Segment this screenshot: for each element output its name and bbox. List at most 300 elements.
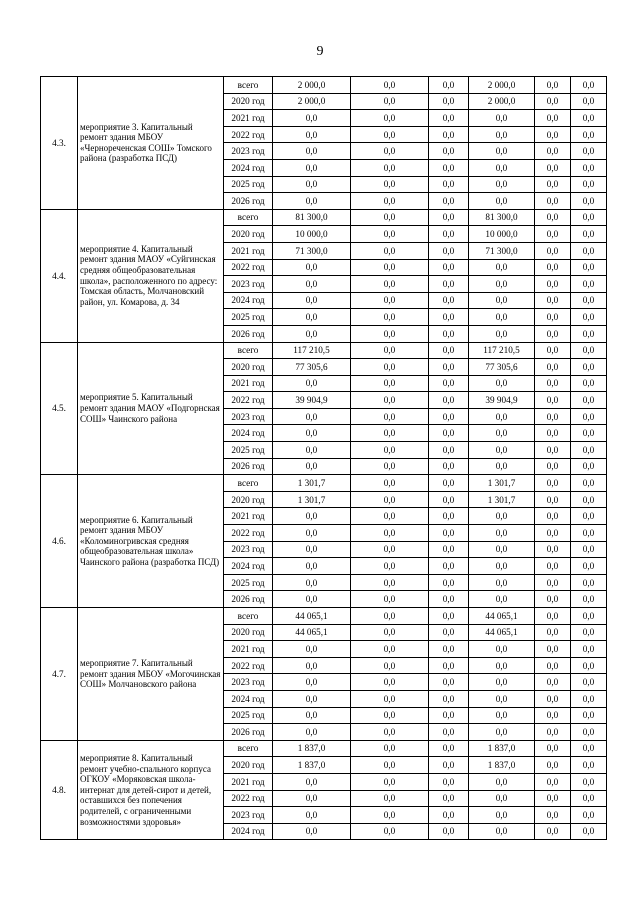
value-cell: 0,0 [429,93,469,110]
value-cell: 0,0 [535,674,571,691]
value-cell: 0,0 [469,724,535,741]
value-cell: 0,0 [571,591,607,608]
value-cell: 0,0 [535,408,571,425]
period-cell: 2024 год [224,159,273,176]
value-cell: 0,0 [351,425,429,442]
value-cell: 0,0 [273,193,351,210]
period-cell: всего [224,342,273,359]
value-cell: 0,0 [535,193,571,210]
value-cell: 0,0 [273,159,351,176]
item-description: мероприятие 5. Капитальный ремонт здания МАОУ «Подгорнская СОШ» Чаинского района [78,342,224,475]
value-cell: 0,0 [429,325,469,342]
value-cell: 0,0 [273,657,351,674]
value-cell: 0,0 [429,408,469,425]
value-cell: 0,0 [535,740,571,757]
value-cell: 0,0 [535,159,571,176]
value-cell: 0,0 [571,657,607,674]
value-cell: 0,0 [469,690,535,707]
value-cell: 0,0 [429,77,469,94]
value-cell: 0,0 [273,276,351,293]
value-cell: 0,0 [351,491,429,508]
value-cell: 0,0 [351,591,429,608]
budget-table [40,76,607,840]
value-cell: 1 301,7 [469,491,535,508]
value-cell: 0,0 [351,159,429,176]
table-row [41,342,607,359]
value-cell: 0,0 [535,757,571,774]
value-cell: 0,0 [273,259,351,276]
value-cell: 0,0 [351,690,429,707]
value-cell: 0,0 [535,392,571,409]
value-cell: 0,0 [535,309,571,326]
value-cell: 0,0 [469,259,535,276]
value-cell: 0,0 [469,674,535,691]
value-cell: 0,0 [273,442,351,459]
value-cell: 0,0 [469,707,535,724]
value-cell: 39 904,9 [469,392,535,409]
value-cell: 0,0 [535,558,571,575]
value-cell: 0,0 [535,126,571,143]
value-cell: 0,0 [469,159,535,176]
value-cell: 0,0 [469,641,535,658]
value-cell: 0,0 [469,309,535,326]
value-cell: 0,0 [571,624,607,641]
value-cell: 0,0 [535,209,571,226]
value-cell: 0,0 [571,325,607,342]
value-cell: 44 065,1 [273,624,351,641]
value-cell: 0,0 [429,209,469,226]
value-cell: 2 000,0 [469,77,535,94]
value-cell: 0,0 [429,259,469,276]
period-cell: 2025 год [224,442,273,459]
period-cell: 2020 год [224,624,273,641]
value-cell: 77 305,6 [273,359,351,376]
value-cell: 0,0 [571,608,607,625]
value-cell: 0,0 [469,176,535,193]
value-cell: 0,0 [429,359,469,376]
period-cell: 2024 год [224,558,273,575]
value-cell: 0,0 [571,558,607,575]
value-cell: 0,0 [429,375,469,392]
value-cell: 0,0 [273,143,351,160]
value-cell: 0,0 [429,176,469,193]
value-cell: 0,0 [351,757,429,774]
value-cell: 0,0 [351,657,429,674]
value-cell: 0,0 [273,375,351,392]
value-cell: 0,0 [351,375,429,392]
value-cell: 117 210,5 [273,342,351,359]
value-cell: 0,0 [351,674,429,691]
value-cell: 0,0 [273,558,351,575]
value-cell: 0,0 [351,823,429,840]
period-cell: всего [224,77,273,94]
value-cell: 0,0 [469,276,535,293]
value-cell: 0,0 [469,442,535,459]
value-cell: 0,0 [571,359,607,376]
value-cell: 0,0 [535,93,571,110]
period-cell: 2022 год [224,126,273,143]
value-cell: 0,0 [429,624,469,641]
value-cell: 0,0 [429,608,469,625]
value-cell: 71 300,0 [469,242,535,259]
value-cell: 0,0 [571,442,607,459]
value-cell: 0,0 [351,773,429,790]
value-cell: 0,0 [429,126,469,143]
value-cell: 0,0 [571,259,607,276]
value-cell: 0,0 [469,292,535,309]
value-cell: 0,0 [351,458,429,475]
period-cell: 2026 год [224,724,273,741]
period-cell: 2021 год [224,641,273,658]
value-cell: 0,0 [535,724,571,741]
value-cell: 0,0 [351,558,429,575]
value-cell: 0,0 [571,342,607,359]
value-cell: 0,0 [273,176,351,193]
value-cell: 0,0 [429,292,469,309]
value-cell: 0,0 [351,276,429,293]
value-cell: 0,0 [429,458,469,475]
value-cell: 0,0 [351,641,429,658]
value-cell: 0,0 [469,574,535,591]
period-cell: 2023 год [224,408,273,425]
value-cell: 0,0 [535,458,571,475]
value-cell: 0,0 [469,458,535,475]
value-cell: 0,0 [351,408,429,425]
period-cell: 2020 год [224,93,273,110]
value-cell: 0,0 [571,574,607,591]
value-cell: 0,0 [429,740,469,757]
value-cell: 0,0 [535,242,571,259]
value-cell: 0,0 [351,608,429,625]
value-cell: 0,0 [429,657,469,674]
period-cell: всего [224,608,273,625]
value-cell: 0,0 [273,790,351,807]
value-cell: 0,0 [571,309,607,326]
value-cell: 0,0 [571,375,607,392]
period-cell: 2021 год [224,773,273,790]
period-cell: 2022 год [224,657,273,674]
item-description: мероприятие 3. Капитальный ремонт здания МБОУ «Чернореченская СОШ» Томского района (разработка ПСД) [78,77,224,210]
value-cell: 0,0 [429,757,469,774]
value-cell: 39 904,9 [273,392,351,409]
value-cell: 0,0 [273,690,351,707]
value-cell: 0,0 [469,508,535,525]
period-cell: 2024 год [224,292,273,309]
period-cell: 2020 год [224,757,273,774]
value-cell: 0,0 [351,392,429,409]
item-number: 4.6. [41,475,78,608]
value-cell: 0,0 [429,541,469,558]
value-cell: 77 305,6 [469,359,535,376]
value-cell: 0,0 [429,159,469,176]
value-cell: 0,0 [469,325,535,342]
value-cell: 0,0 [351,508,429,525]
value-cell: 117 210,5 [469,342,535,359]
value-cell: 0,0 [535,226,571,243]
period-cell: 2020 год [224,226,273,243]
value-cell: 0,0 [535,491,571,508]
value-cell: 0,0 [273,641,351,658]
value-cell: 0,0 [351,475,429,492]
value-cell: 0,0 [351,807,429,824]
value-cell: 0,0 [571,93,607,110]
value-cell: 0,0 [273,425,351,442]
value-cell: 0,0 [571,690,607,707]
value-cell: 0,0 [469,790,535,807]
value-cell: 1 301,7 [273,475,351,492]
table-row [41,740,607,757]
value-cell: 0,0 [535,773,571,790]
value-cell: 0,0 [351,143,429,160]
period-cell: 2026 год [224,193,273,210]
value-cell: 1 837,0 [469,757,535,774]
period-cell: 2022 год [224,392,273,409]
period-cell: всего [224,209,273,226]
value-cell: 0,0 [429,641,469,658]
period-cell: 2026 год [224,325,273,342]
value-cell: 0,0 [429,242,469,259]
value-cell: 0,0 [429,790,469,807]
value-cell: 0,0 [351,525,429,542]
value-cell: 0,0 [429,143,469,160]
table-row [41,209,607,226]
value-cell: 44 065,1 [469,624,535,641]
table-row [41,475,607,492]
value-cell: 0,0 [351,209,429,226]
value-cell: 0,0 [429,690,469,707]
value-cell: 0,0 [429,442,469,459]
value-cell: 0,0 [571,276,607,293]
value-cell: 1 837,0 [469,740,535,757]
value-cell: 10 000,0 [469,226,535,243]
value-cell: 0,0 [535,790,571,807]
value-cell: 0,0 [571,674,607,691]
value-cell: 0,0 [429,193,469,210]
value-cell: 0,0 [469,591,535,608]
period-cell: 2022 год [224,259,273,276]
value-cell: 0,0 [273,110,351,127]
value-cell: 0,0 [429,309,469,326]
value-cell: 81 300,0 [273,209,351,226]
value-cell: 0,0 [535,475,571,492]
value-cell: 2 000,0 [273,77,351,94]
value-cell: 0,0 [273,508,351,525]
value-cell: 0,0 [535,574,571,591]
item-description: мероприятие 7. Капитальный ремонт здания МБОУ «Могочинская СОШ» Молчановского района [78,608,224,741]
value-cell: 2 000,0 [273,93,351,110]
value-cell: 0,0 [469,657,535,674]
value-cell: 0,0 [571,143,607,160]
value-cell: 0,0 [351,624,429,641]
value-cell: 0,0 [351,93,429,110]
period-cell: 2025 год [224,707,273,724]
value-cell: 0,0 [429,475,469,492]
period-cell: 2021 год [224,375,273,392]
value-cell: 0,0 [571,525,607,542]
value-cell: 0,0 [469,375,535,392]
value-cell: 0,0 [571,425,607,442]
value-cell: 0,0 [351,309,429,326]
value-cell: 0,0 [535,259,571,276]
period-cell: 2024 год [224,425,273,442]
value-cell: 0,0 [469,110,535,127]
period-cell: 2020 год [224,491,273,508]
value-cell: 0,0 [429,591,469,608]
value-cell: 0,0 [535,807,571,824]
value-cell: 2 000,0 [469,93,535,110]
value-cell: 0,0 [535,425,571,442]
value-cell: 0,0 [571,740,607,757]
table-body [41,77,607,840]
value-cell: 0,0 [571,292,607,309]
value-cell: 0,0 [571,159,607,176]
value-cell: 0,0 [429,707,469,724]
period-cell: 2024 год [224,690,273,707]
value-cell: 0,0 [351,193,429,210]
value-cell: 0,0 [571,392,607,409]
value-cell: 0,0 [351,226,429,243]
value-cell: 0,0 [429,425,469,442]
period-cell: всего [224,475,273,492]
value-cell: 0,0 [429,226,469,243]
value-cell: 0,0 [469,823,535,840]
value-cell: 0,0 [429,674,469,691]
period-cell: 2026 год [224,591,273,608]
page-number: 9 [316,44,324,59]
value-cell: 0,0 [429,110,469,127]
value-cell: 0,0 [535,608,571,625]
value-cell: 0,0 [273,541,351,558]
value-cell: 81 300,0 [469,209,535,226]
value-cell: 0,0 [273,574,351,591]
value-cell: 0,0 [571,242,607,259]
value-cell: 0,0 [571,508,607,525]
value-cell: 0,0 [351,342,429,359]
value-cell: 0,0 [571,491,607,508]
period-cell: 2022 год [224,790,273,807]
value-cell: 0,0 [273,408,351,425]
value-cell: 0,0 [571,707,607,724]
period-cell: 2023 год [224,807,273,824]
value-cell: 0,0 [571,176,607,193]
value-cell: 0,0 [469,425,535,442]
value-cell: 0,0 [429,392,469,409]
value-cell: 0,0 [535,541,571,558]
value-cell: 0,0 [571,757,607,774]
item-number: 4.3. [41,77,78,210]
period-cell: всего [224,740,273,757]
value-cell: 0,0 [571,475,607,492]
value-cell: 0,0 [469,807,535,824]
value-cell: 0,0 [351,292,429,309]
value-cell: 0,0 [273,724,351,741]
value-cell: 0,0 [469,558,535,575]
value-cell: 0,0 [351,77,429,94]
value-cell: 0,0 [469,541,535,558]
value-cell: 0,0 [351,724,429,741]
value-cell: 0,0 [535,525,571,542]
value-cell: 0,0 [571,790,607,807]
value-cell: 0,0 [273,325,351,342]
item-number: 4.4. [41,209,78,342]
value-cell: 10 000,0 [273,226,351,243]
value-cell: 0,0 [571,226,607,243]
period-cell: 2021 год [224,508,273,525]
value-cell: 0,0 [571,209,607,226]
value-cell: 1 837,0 [273,740,351,757]
period-cell: 2024 год [224,823,273,840]
value-cell: 0,0 [535,176,571,193]
item-description: мероприятие 8. Капитальный ремонт учебно-спального корпуса ОГКОУ «Моряковская школа-интернат для детей-сирот и детей, оставшихся без попечения родителей, с ограниченными возможностями здоровья» [78,740,224,840]
value-cell: 0,0 [535,342,571,359]
value-cell: 0,0 [351,110,429,127]
value-cell: 0,0 [535,641,571,658]
value-cell: 0,0 [535,591,571,608]
value-cell: 0,0 [429,508,469,525]
value-cell: 0,0 [535,292,571,309]
value-cell: 0,0 [469,126,535,143]
value-cell: 0,0 [429,724,469,741]
period-cell: 2021 год [224,110,273,127]
period-cell: 2025 год [224,574,273,591]
period-cell: 2021 год [224,242,273,259]
value-cell: 0,0 [429,525,469,542]
value-cell: 0,0 [535,325,571,342]
value-cell: 0,0 [571,408,607,425]
value-cell: 0,0 [351,574,429,591]
value-cell: 0,0 [429,773,469,790]
value-cell: 0,0 [571,641,607,658]
value-cell: 0,0 [535,359,571,376]
value-cell: 0,0 [351,359,429,376]
value-cell: 44 065,1 [469,608,535,625]
item-number: 4.5. [41,342,78,475]
value-cell: 0,0 [469,408,535,425]
period-cell: 2020 год [224,359,273,376]
value-cell: 1 837,0 [273,757,351,774]
value-cell: 0,0 [273,591,351,608]
value-cell: 0,0 [273,525,351,542]
period-cell: 2023 год [224,674,273,691]
value-cell: 0,0 [571,807,607,824]
value-cell: 0,0 [571,541,607,558]
value-cell: 0,0 [571,458,607,475]
value-cell: 0,0 [535,707,571,724]
value-cell: 0,0 [351,707,429,724]
value-cell: 0,0 [429,491,469,508]
value-cell: 0,0 [535,442,571,459]
value-cell: 0,0 [535,276,571,293]
value-cell: 0,0 [273,674,351,691]
value-cell: 0,0 [429,276,469,293]
value-cell: 0,0 [469,525,535,542]
period-cell: 2023 год [224,143,273,160]
value-cell: 0,0 [535,143,571,160]
value-cell: 0,0 [351,242,429,259]
period-cell: 2026 год [224,458,273,475]
table-row [41,608,607,625]
value-cell: 71 300,0 [273,242,351,259]
value-cell: 0,0 [351,442,429,459]
value-cell: 0,0 [469,143,535,160]
value-cell: 0,0 [429,574,469,591]
value-cell: 0,0 [351,541,429,558]
value-cell: 0,0 [469,773,535,790]
value-cell: 0,0 [273,309,351,326]
value-cell: 0,0 [535,657,571,674]
value-cell: 0,0 [571,110,607,127]
value-cell: 0,0 [351,176,429,193]
